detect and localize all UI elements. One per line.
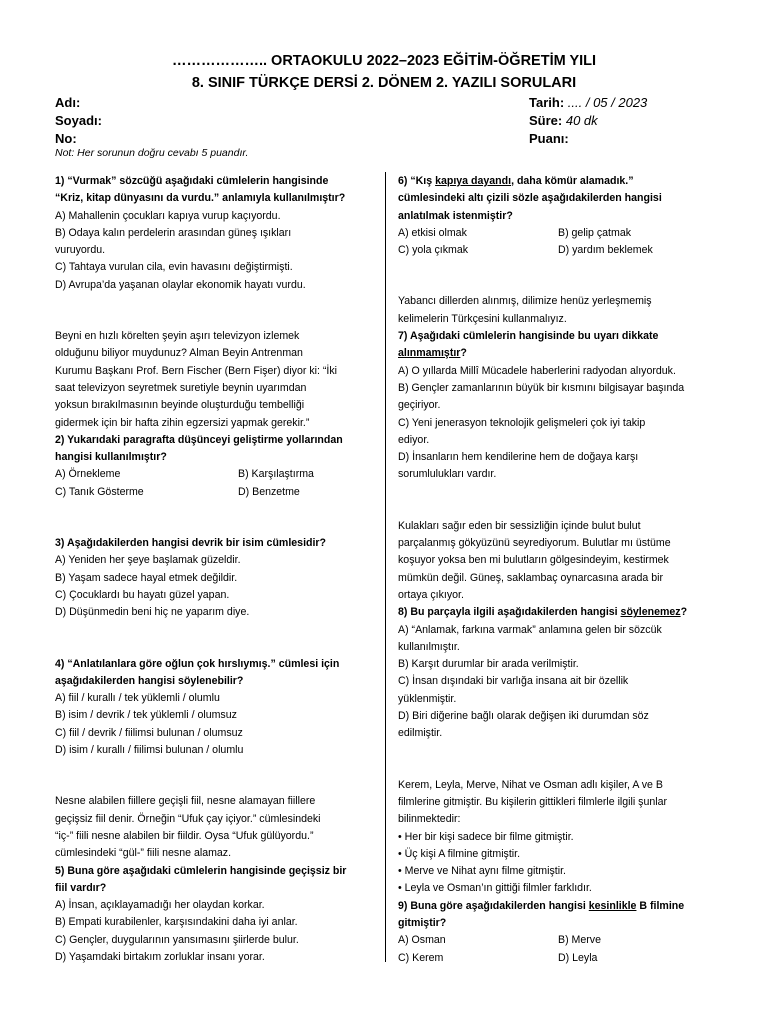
question-1-option-b: vuruyordu. xyxy=(55,244,106,257)
duration-field xyxy=(529,113,598,128)
question-8-stem-end: ? xyxy=(680,606,688,619)
question-2-passage-line: olduğunu biliyor muydunuz? Alman Beyin Antrenman xyxy=(55,347,303,360)
question-2-stem: hangisi kullanılmıştır? xyxy=(55,451,167,464)
question-5-passage-line: Nesne alabilen fiillere geçişli fiil, nesne alamayan fiillere xyxy=(55,795,316,808)
question-4-option-c: C) fiil / devrik / fiilimsi bulunan / olumsuz xyxy=(55,726,243,739)
question-2-passage-line: yoksun bırakılmasının beyinde oluşturduğu tembelliği xyxy=(55,399,305,412)
name-label: Adı: xyxy=(55,95,81,110)
surname-label: Soyadı: xyxy=(55,113,102,128)
question-2-option-a: A) Örnekleme xyxy=(55,468,121,481)
question-2 xyxy=(55,328,367,501)
question-7-stem-end: ? xyxy=(460,347,467,360)
question-1-option-b: B) Odaya kalın perdelerin arasından güneş ışıkları xyxy=(55,226,292,239)
question-9-passage-line: Kerem, Leyla, Merve, Nihat ve Osman adlı kişiler, A ve B xyxy=(398,778,663,791)
question-1-stem: 1) “Vurmak” sözcüğü aşağıdaki cümlelerin hangisinde xyxy=(55,175,329,187)
question-9-condition: • Üç kişi A filmine gitmiştir. xyxy=(398,847,521,860)
question-5-option-a: A) İnsan, açıklayamadığı her olaydan korkar. xyxy=(55,899,265,912)
question-3-option-d: D) Düşünmedin beni hiç ne yaparım diye. xyxy=(55,606,250,619)
question-9-passage-line: bilinmektedir: xyxy=(398,813,461,826)
question-2-option-d: D) Benzetme xyxy=(238,485,300,498)
question-7 xyxy=(398,293,718,483)
question-8-passage-line: koşuyor yoksa ben mi bulutların gölgesindeyim, kestirmek xyxy=(398,554,669,567)
question-6-stem: anlatılmak istenmiştir? xyxy=(398,209,513,222)
question-6-stem xyxy=(398,173,718,190)
question-9-condition: • Her bir kişi sadece bir filme gitmiştir. xyxy=(398,830,574,843)
question-6 xyxy=(398,173,718,259)
question-8-passage-line: Kulakları sağır eden bir sessizliğin içinde bulut bulut xyxy=(398,519,641,532)
question-4 xyxy=(55,656,367,760)
question-9-stem xyxy=(398,898,718,915)
exam-title-line1: ……………….. ORTAOKULU 2022–2023 EĞİTİM-ÖĞRETİM YILI xyxy=(171,53,597,69)
number-label: No: xyxy=(55,131,77,146)
question-5 xyxy=(55,793,367,966)
question-9-condition: • Leyla ve Osman’ın gittiği filmler farklıdır. xyxy=(398,882,592,895)
question-6-options xyxy=(398,225,718,260)
question-6-option-c: C) yola çıkmak xyxy=(398,244,469,257)
question-5-passage-line: “iç-” fiili nesne alabilen bir fiildir. Oysa “Ufuk gülüyordu.” xyxy=(55,829,314,842)
question-8-option-d: D) Biri diğerine bağlı olarak değişen iki durumdan söz xyxy=(398,710,649,723)
question-1-option-d: D) Avrupa’da yaşanan olaylar ekonomik hayatı vurdu. xyxy=(55,278,306,291)
question-8 xyxy=(398,518,718,743)
question-5-option-c: C) Gençler, duygularının yansımasını şiirlerde bulur. xyxy=(55,933,299,946)
question-8-stem-start: 8) Bu parçayla ilgili aşağıdakilerden hangisi xyxy=(398,606,621,619)
question-2-passage-line: saat televizyon seyretmek suretiyle beynin uyarımdan xyxy=(55,381,307,394)
question-7-passage-line: Yabancı dillerden alınmış, dilimize henüz yerleşmemiş xyxy=(398,295,652,308)
question-3-option-b: B) Yaşam sadece hayal etmek değildir. xyxy=(55,571,238,584)
date-value: .... / 05 / 2023 xyxy=(567,95,648,110)
question-6-option-a: A) etkisi olmak xyxy=(398,226,467,239)
question-9-options xyxy=(398,932,718,967)
question-3 xyxy=(55,535,367,621)
question-1-option-c: C) Tahtaya vurulan cila, evin havasını değiştirmişti. xyxy=(55,261,293,274)
question-2-passage-line: Kurumu Başkanı Prof. Bern Fischer (Bern Fişer) diyor ki: “İki xyxy=(55,364,337,377)
question-6-stem: cümlesindeki altı çizili sözle aşağıdakilerden hangisi xyxy=(398,192,662,205)
question-7-passage-line: kelimelerin Türkçesini kullanmalıyız. xyxy=(398,312,567,325)
question-6-option-b: B) gelip çatmak xyxy=(558,226,632,239)
question-7-option-c: C) Yeni jenerasyon teknolojik gelişmeleri çok iyi takip xyxy=(398,416,646,429)
question-2-option-c: C) Tanık Gösterme xyxy=(55,485,144,498)
scoring-note: Not: Her sorunun doğru cevabı 5 puandır. xyxy=(55,147,249,159)
question-4-option-d: D) isim / kurallı / fiilimsi bulunan / olumlu xyxy=(55,744,244,757)
question-9-stem-end: B filmine xyxy=(636,899,685,912)
question-2-passage-line: gidermek için bir hafta zihin egzersizi yapmak gerekir.” xyxy=(55,416,310,429)
question-9-stem: gitmiştir? xyxy=(398,916,447,929)
question-3-stem: 3) Aşağıdakilerden hangisi devrik bir isim cümlesidir? xyxy=(55,537,327,550)
question-4-stem: 4) “Anlatılanlara göre oğlun çok hırslıymış.” cümlesi için xyxy=(55,657,340,670)
date-field xyxy=(529,95,647,110)
question-7-option-b: B) Gençler zamanlarının büyük bir kısmını bilgisayar başında xyxy=(398,381,685,394)
date-label: Tarih: xyxy=(529,95,565,110)
question-7-option-d: D) İnsanların hem kendilerine hem de doğaya karşı xyxy=(398,451,639,464)
question-7-option-b: geçiriyor. xyxy=(398,399,441,412)
question-5-passage-line: cümlesindeki “gül-” fiili nesne alamaz. xyxy=(55,847,232,860)
question-4-stem: aşağıdakilerden hangisi söylenebilir? xyxy=(55,674,244,687)
question-5-stem: 5) Buna göre aşağıdaki cümlelerin hangisinde geçişsiz bir xyxy=(55,864,347,877)
question-9-option-c: C) Kerem xyxy=(398,951,444,964)
question-6-option-d: D) yardım beklemek xyxy=(558,244,653,257)
question-7-option-a: A) O yıllarda Millî Mücadele haberlerini radyodan alıyorduk. xyxy=(398,364,676,377)
question-9-option-d: D) Leyla xyxy=(558,951,598,964)
question-9-underlined-word: kesinlikle xyxy=(588,899,637,912)
question-7-option-c: ediyor. xyxy=(398,433,430,446)
exam-title-line2: 8. SINIF TÜRKÇE DERSİ 2. DÖNEM 2. YAZILI SORULARI xyxy=(191,75,577,91)
question-8-passage-line: mümkün değil. Güneş, saklambaç oynarcasına arada bir xyxy=(398,571,663,584)
question-9-passage-line: filmlerine gitmiştir. Bu kişilerin gittikleri filmlerle ilgili şunlar xyxy=(398,795,668,808)
question-8-option-c: C) İnsan dışındaki bir varlığa insana ait bir özellik xyxy=(398,675,629,688)
question-8-option-c: yüklenmiştir. xyxy=(398,692,457,705)
duration-label: Süre: xyxy=(529,113,563,128)
question-6-underlined-phrase: kapıya dayandı xyxy=(435,175,512,187)
question-4-option-b: B) isim / devrik / tek yüklemli / olumsuz xyxy=(55,709,237,722)
question-8-option-b: B) Karşıt durumlar bir arada verilmiştir. xyxy=(398,658,579,671)
right-column xyxy=(398,173,718,967)
question-7-stem xyxy=(398,345,718,362)
question-6-stem-start: 6) “Kış xyxy=(398,175,436,187)
question-5-stem: fiil vardır? xyxy=(55,881,107,894)
left-column xyxy=(55,173,367,966)
question-3-option-c: C) Çocuklardı bu hayatı güzel yapan. xyxy=(55,588,230,601)
question-3-option-a: A) Yeniden her şeye başlamak güzeldir. xyxy=(55,554,241,567)
question-1-stem: “Kriz, kitap dünyasını da vurdu.” anlamıyla kullanılmıştır? xyxy=(55,192,346,205)
question-9-condition: • Merve ve Nihat aynı filme gitmiştir. xyxy=(398,865,566,878)
question-5-passage-line: geçişsiz fiil denir. Örneğin “Ufuk çay içiyor.” cümlesindeki xyxy=(55,812,321,825)
score-label: Puanı: xyxy=(529,131,569,146)
question-9 xyxy=(398,777,718,967)
question-7-stem: 7) Aşağıdaki cümlelerin hangisinde bu uyarı dikkate xyxy=(398,330,659,343)
question-8-underlined-word: söylenemez xyxy=(620,606,681,619)
question-2-passage-line: Beyni en hızlı körelten şeyin aşırı televizyon izlemek xyxy=(55,330,300,343)
question-7-option-d: sorumlulukları vardır. xyxy=(398,468,497,481)
question-1-option-a: A) Mahallenin çocukları kapıya vurup kaçıyordu. xyxy=(55,209,281,222)
question-9-option-a: A) Osman xyxy=(398,934,446,947)
question-8-stem xyxy=(398,604,718,621)
question-2-stem: 2) Yukarıdaki paragrafta düşünceyi geliştirme yollarından xyxy=(55,433,343,446)
question-2-option-b: B) Karşılaştırma xyxy=(238,468,314,481)
question-7-underlined-word: alınmamıştır xyxy=(398,347,461,360)
question-9-option-b: B) Merve xyxy=(558,934,601,947)
question-8-option-d: edilmiştir. xyxy=(398,727,443,740)
question-2-options xyxy=(55,466,367,501)
question-1 xyxy=(55,173,367,294)
question-9-stem-start: 9) Buna göre aşağıdakilerden hangisi xyxy=(398,899,589,912)
question-8-option-a: kullanılmıştır. xyxy=(398,640,460,653)
question-5-option-b: B) Empati kurabilenler, karşısındakini daha iyi anlar. xyxy=(55,916,298,929)
question-5-option-d: D) Yaşamdaki birtakım zorluklar insanı yorar. xyxy=(55,950,265,963)
question-8-option-a: A) “Anlamak, farkına varmak” anlamına gelen bir sözcük xyxy=(398,623,662,636)
question-8-passage-line: parçalanmış gökyüzünü seyrediyorum. Bulutlar mı üstüme xyxy=(398,537,671,550)
question-4-option-a: A) fiil / kurallı / tek yüklemli / olumlu xyxy=(55,692,220,705)
question-8-passage-line: ortaya çıkıyor. xyxy=(398,588,464,601)
question-6-stem-end: , daha kömür alamadık.” xyxy=(511,175,634,187)
column-divider xyxy=(385,172,386,962)
duration-value: 40 dk xyxy=(565,113,598,128)
